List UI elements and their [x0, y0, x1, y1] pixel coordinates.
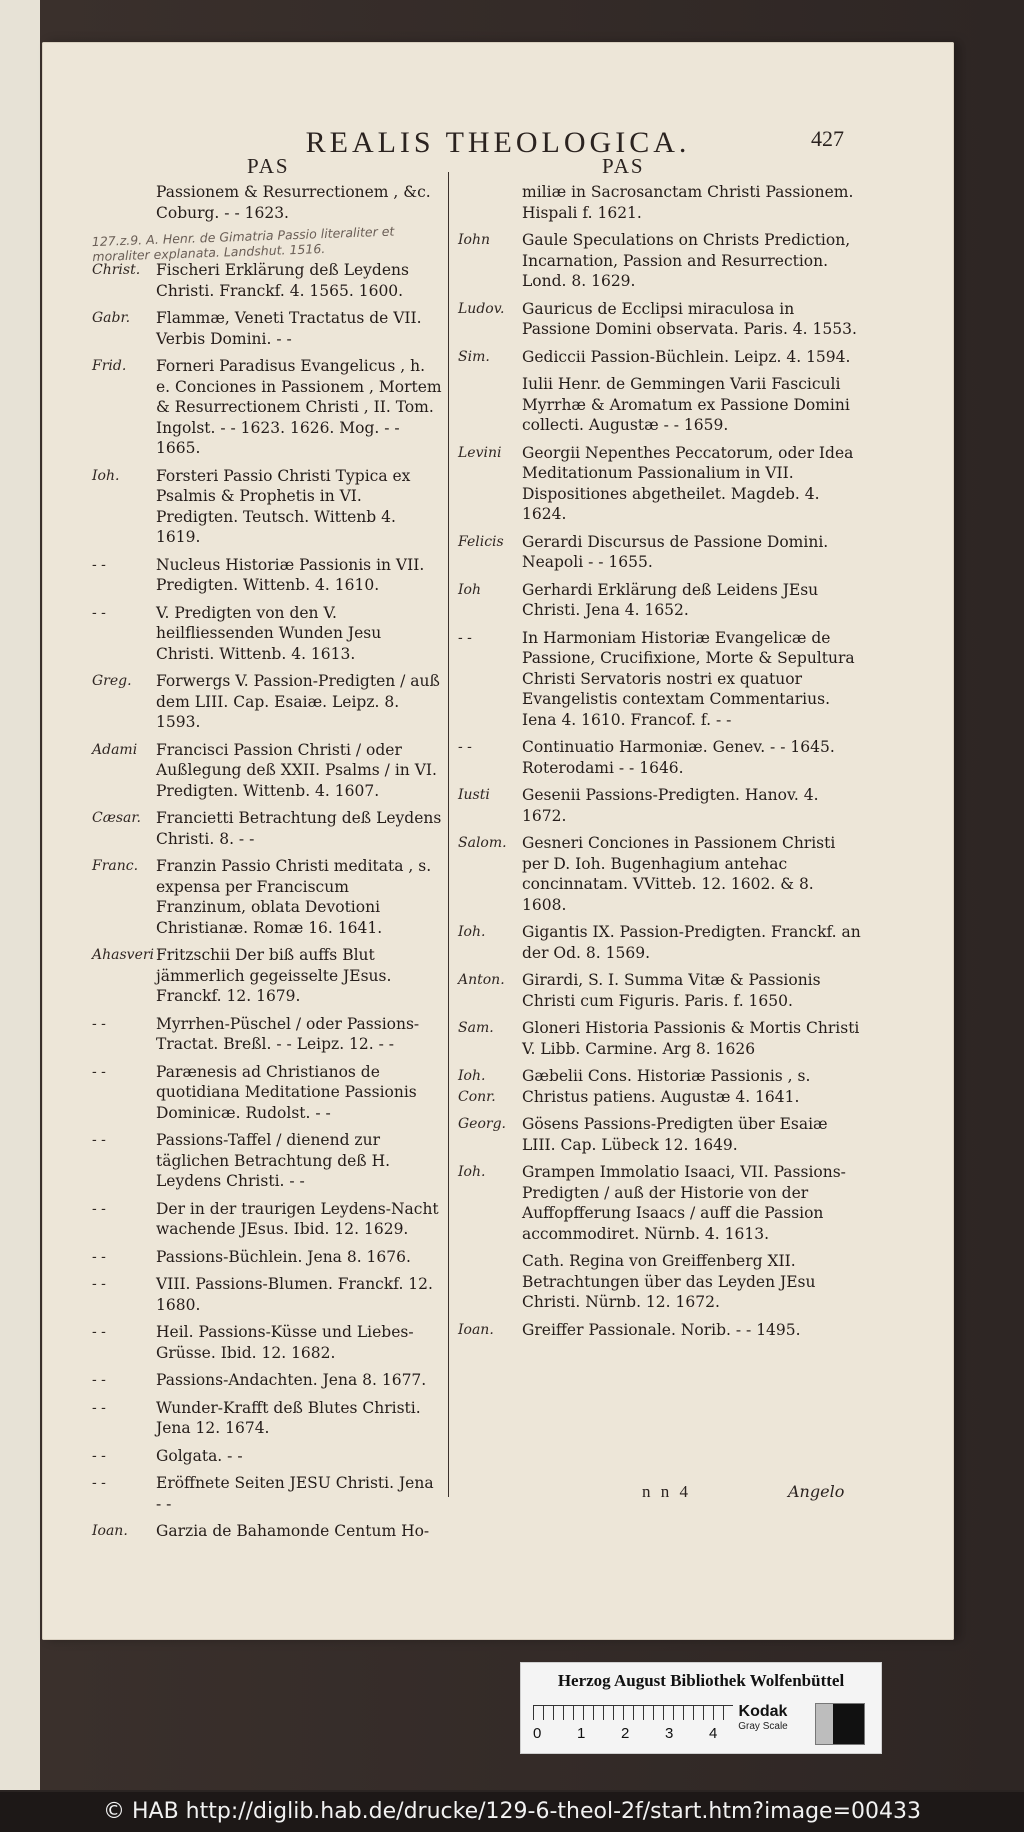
entry-text: Fischeri Erklärung deß Leydens Christi. Franckf. 4. 1565. 1600. — [156, 261, 409, 300]
bibliography-entry — [92, 1398, 442, 1439]
entry-author-name: Frid. — [92, 358, 127, 374]
entry-text: Iulii Henr. de Gemmingen Varii Fasciculi Myrrhæ & Aromatum ex Passione Domini collecti. Augustæ - - 1659. — [522, 375, 850, 434]
entry-author-name: - - — [92, 1447, 106, 1464]
entry-text: Francietti Betrachtung deß Leydens Christi. 8. - - — [156, 809, 442, 848]
entry-author-name: - - — [92, 556, 106, 573]
entry-text: Flammæ, Veneti Tractatus de VII. Verbis Domini. - - — [156, 309, 422, 348]
right-column-head: PAS — [602, 154, 645, 178]
signature-mark: n n 4 — [642, 1482, 691, 1501]
entry-text: V. Predigten von den V. heilfliessenden Wunden Jesu Christi. Wittenb. 4. 1613. — [156, 603, 382, 663]
kodak-brand: Kodak — [738, 1703, 788, 1720]
bibliography-entry — [92, 671, 442, 733]
entry-text: Continuatio Harmoniæ. Genev. - - 1645. Roterodami - - 1646. — [522, 738, 835, 777]
entry-author-name: Sim. — [458, 348, 490, 365]
entry-author-name: Ioan. — [92, 1523, 128, 1539]
entry-text: Passions-Andachten. Jena 8. 1677. — [156, 1371, 427, 1389]
entry-author-name: - - — [92, 1399, 106, 1416]
entry-text: Gæbelii Cons. Historiæ Passionis , s. Christus patiens. Augustæ 4. 1641. — [522, 1067, 811, 1106]
entry-author-name: Iohn — [458, 232, 490, 248]
entry-author-name: Ahasveri — [92, 947, 155, 963]
entry-author-name: - - — [92, 1276, 106, 1292]
entry-author-name: Salom. — [458, 835, 507, 851]
column-divider — [448, 172, 449, 1497]
entry-author-name: Cæsar. — [92, 810, 142, 826]
bibliography-entry — [458, 1251, 862, 1313]
entry-text: Myrrhen-Püschel / oder Passions-Tractat. Breßl. - - Leipz. 12. - - — [156, 1014, 420, 1053]
entry-text: Garzia de Bahamonde Centum Ho- — [156, 1522, 430, 1540]
entry-author-name: Christ. — [92, 262, 141, 278]
entry-text: Golgata. - - — [156, 1446, 243, 1465]
copyright-footer: © HAB http://diglib.hab.de/drucke/129-6-theol-2f/start.htm?image=00433 — [0, 1792, 1024, 1832]
entry-author-name: Franc. — [92, 858, 139, 874]
bibliography-entry — [92, 1199, 442, 1240]
entry-author-name: Greg. — [92, 673, 132, 689]
entry-text: Forneri Paradisus Evangelicus , h. e. Conciones in Passionem , Mortem & Resurrectionem Christi , II. Tom. Ingolst. - - 1623. 1626. Mog. - - 1665. — [156, 357, 442, 457]
running-title: REALIS THEOLOGICA. — [305, 126, 691, 159]
bibliography-entry — [458, 299, 862, 340]
bibliography-entry — [458, 1018, 862, 1059]
bibliography-entry — [92, 260, 442, 301]
entry-author-name: Ioh — [458, 581, 481, 598]
entry-text: In Harmoniam Historiæ Evangelicæ de Passione, Crucifixione, Morte & Sepultura Christi Servatoris nostri ex quatuor Evangelistis contextam Commentarius. Iena 4. 1610. Francof. f. - - — [522, 628, 855, 729]
entry-author-name: Anton. — [458, 972, 505, 988]
page-number: 427 — [811, 126, 844, 151]
entry-text: Greiffer Passionale. Norib. - - 1495. — [522, 1320, 801, 1339]
entry-author-name: Ioh. — [92, 467, 120, 484]
entry-text: miliæ in Sacrosanctam Christi Passionem. Hispali f. 1621. — [522, 183, 854, 222]
entry-text: Passions-Taffel / dienend zur täglichen Betrachtung deß H. Leydens Christi. - - — [156, 1131, 391, 1190]
bibliography-entry — [92, 1370, 442, 1391]
bibliography-entry — [458, 785, 862, 826]
entry-text: Gigantis IX. Passion-Predigten. Franckf. an der Od. 8. 1569. — [522, 923, 861, 962]
entry-author-name: - - — [92, 1248, 106, 1265]
bibliography-entry — [458, 374, 862, 436]
kodak-subtitle: Gray Scale — [738, 1721, 788, 1732]
entry-text: Gauricus de Ecclipsi miraculosa in Passione Domini observata. Paris. 4. 1553. — [522, 299, 857, 338]
scale-number: 1 — [577, 1725, 586, 1742]
entry-author-name: - - — [458, 739, 472, 755]
entry-text: Eröffnete Seiten JESU Christi. Jena - - — [156, 1474, 434, 1513]
bibliography-entry — [92, 603, 442, 665]
bibliography-entry — [458, 1114, 862, 1155]
bibliography-entry — [92, 1062, 442, 1124]
bibliography-entry — [92, 1473, 442, 1514]
entry-text: Heil. Passions-Küsse und Liebes-Grüsse. Ibid. 12. 1682. — [156, 1323, 414, 1362]
scale-number: 2 — [621, 1725, 630, 1742]
bibliography-entry — [92, 1130, 442, 1192]
bibliography-entry — [458, 628, 862, 731]
entry-text: Nucleus Historiæ Passionis in VII. Predigten. Wittenb. 4. 1610. — [156, 555, 425, 594]
scale-number: 0 — [533, 1725, 542, 1742]
entry-text: Grampen Immolatio Isaaci, VII. Passions-Predigten / auß der Historie von der Auffopfferung Isaacs / auff die Passion accommodiret. Nürnb. 4. 1613. — [522, 1163, 846, 1243]
bibliography-entry — [92, 466, 442, 548]
entry-text: Gaule Speculations on Christs Prediction, Incarnation, Passion and Resurrection. Lond. 8. 1629. — [522, 231, 851, 290]
bibliography-entry — [458, 580, 862, 621]
ruler-scale — [533, 1705, 733, 1720]
gray-patch — [815, 1703, 865, 1745]
entry-text: Passionem & Resurrectionem , &c. Coburg. - - 1623. — [156, 183, 431, 222]
library-name: Herzog August Bibliothek Wolfenbüttel — [557, 1671, 845, 1690]
bibliography-entry — [92, 945, 442, 1007]
entry-text: Georgii Nepenthes Peccatorum, oder Idea Meditationum Passionalium in VII. Dispositiones abgetheilet. Magdeb. 4. 1624. — [522, 443, 854, 523]
entry-author-name: Levini — [458, 444, 502, 461]
entry-author-name: Ludov. — [458, 300, 505, 317]
entry-author-name: - - — [92, 1372, 106, 1388]
entry-author-name: - - — [458, 629, 472, 646]
entry-text: Parænesis ad Christianos de quotidiana Meditatione Passionis Dominicæ. Rudolst. - - — [156, 1062, 417, 1122]
bibliography-entry — [92, 1446, 442, 1467]
entry-author-name: Ioan. — [458, 1321, 494, 1338]
entry-author-name: Iusti — [458, 787, 490, 803]
right-column — [458, 182, 862, 1347]
entry-author-name: - - — [92, 1063, 106, 1080]
scale-number: 4 — [709, 1725, 718, 1742]
entry-text: Gösens Passions-Predigten über Esaiæ LIII. Cap. Lübeck 12. 1649. — [522, 1115, 828, 1154]
bibliography-entry — [92, 1247, 442, 1268]
bibliography-entry — [458, 1066, 862, 1107]
entry-author-name: Adami — [92, 741, 138, 758]
entry-text: VIII. Passions-Blumen. Franckf. 12. 1680. — [156, 1275, 433, 1314]
entry-author-name: - - — [92, 1132, 106, 1148]
entry-author-name: Felicis — [458, 533, 504, 550]
entry-author-name: Georg. — [458, 1116, 507, 1132]
entry-text: Francisci Passion Christi / oder Außlegung deß XXII. Psalms / in VI. Predigten. Wittenb. 4. 1607. — [156, 740, 437, 800]
bibliography-entry — [458, 1162, 862, 1244]
color-calibration-bar — [520, 1662, 882, 1754]
entry-author-name — [458, 1251, 522, 1313]
entry-author-name: - - — [92, 1324, 106, 1340]
book-page — [42, 42, 954, 1640]
left-column — [92, 182, 442, 1549]
bibliography-entry — [458, 532, 862, 573]
entry-author-name: Ioh. — [458, 924, 486, 940]
entry-text: Gesneri Conciones in Passionem Christi per D. Ioh. Bugenhagium antehac concinnatam. VVitteb. 12. 1602. & 8. 1608. — [522, 834, 836, 914]
entry-author-name — [458, 182, 522, 223]
bibliography-entry — [92, 740, 442, 802]
entry-text: Passions-Büchlein. Jena 8. 1676. — [156, 1247, 411, 1266]
entry-text: Wunder-Krafft deß Blutes Christi. Jena 12. 1674. — [156, 1398, 421, 1437]
bibliography-entry — [92, 1274, 442, 1315]
entry-author-name: - - — [92, 1015, 106, 1032]
entry-text: Forsteri Passio Christi Typica ex Psalmis & Prophetis in VI. Predigten. Teutsch. Wittenb 4. 1619. — [156, 466, 411, 546]
entry-text: Der in der traurigen Leydens-Nacht wachende JEsus. Ibid. 12. 1629. — [156, 1199, 439, 1238]
kodak-label — [733, 1703, 793, 1743]
entry-text: Gesenii Passions-Predigten. Hanov. 4. 1672. — [522, 786, 819, 825]
entry-author-name: - - — [92, 1475, 106, 1491]
entry-text: Gerardi Discursus de Passione Domini. Neapoli - - 1655. — [522, 532, 829, 571]
bibliography-entry — [458, 230, 862, 292]
entry-text: Cath. Regina von Greiffenberg XII. Betrachtungen über das Leyden JEsu Christi. Nürnb. 12. 1672. — [522, 1252, 816, 1311]
entry-text: Franzin Passio Christi meditata , s. expensa per Franciscum Franzinum, oblata Devotioni Christianæ. Romæ 16. 1641. — [156, 857, 432, 937]
bibliography-entry — [92, 1322, 442, 1363]
entry-text: Gloneri Historia Passionis & Mortis Christi V. Libb. Carmine. Arg 8. 1626 — [522, 1019, 860, 1058]
bibliography-entry — [92, 1521, 442, 1542]
entry-text: Forwergs V. Passion-Predigten / auß dem LIII. Cap. Esaiæ. Leipz. 8. 1593. — [156, 672, 440, 731]
entry-author-name — [458, 374, 522, 436]
bibliography-entry — [458, 443, 862, 525]
bibliography-entry — [458, 182, 862, 223]
bibliography-entry — [92, 182, 442, 223]
bibliography-entry — [458, 922, 862, 963]
bibliography-entry — [92, 808, 442, 849]
bibliography-entry — [458, 737, 862, 778]
scale-number: 3 — [665, 1725, 674, 1742]
bibliography-entry — [458, 833, 862, 915]
bibliography-entry — [92, 356, 442, 459]
entry-author-name: Ioh. — [458, 1164, 486, 1180]
left-column-head: PAS — [247, 154, 290, 178]
entry-author-name: - - — [92, 1200, 106, 1217]
entry-author-name: Gabr. — [92, 310, 131, 326]
entry-text: Fritzschii Der biß auffs Blut jämmerlich gegeisselte JEsus. Franckf. 12. 1679. — [156, 946, 392, 1005]
entry-text: Gerhardi Erklärung deß Leidens JEsu Christi. Jena 4. 1652. — [522, 580, 819, 619]
bibliography-entry — [458, 347, 862, 368]
entry-author-name: Sam. — [458, 1020, 494, 1036]
handwritten-note: 127.z.9. A. Henr. de Gimatria Passio literaliter et moraliter explanata. Landshut. 1516. — [91, 223, 395, 265]
bibliography-entry — [92, 856, 442, 938]
bibliography-entry — [92, 555, 442, 596]
entry-text: Gediccii Passion-Büchlein. Leipz. 4. 1594. — [522, 347, 851, 366]
bibliography-entry — [92, 1014, 442, 1055]
bibliography-entry — [458, 1320, 862, 1341]
entry-text: Girardi, S. I. Summa Vitæ & Passionis Christi cum Figuris. Paris. f. 1650. — [522, 971, 821, 1010]
catchword: Angelo — [788, 1482, 845, 1501]
bibliography-entry — [92, 308, 442, 349]
bibliography-entry — [458, 970, 862, 1011]
entry-author-name: Ioh. Conr. — [458, 1068, 496, 1105]
entry-author-name — [92, 182, 156, 223]
entry-author-name: - - — [92, 604, 106, 621]
